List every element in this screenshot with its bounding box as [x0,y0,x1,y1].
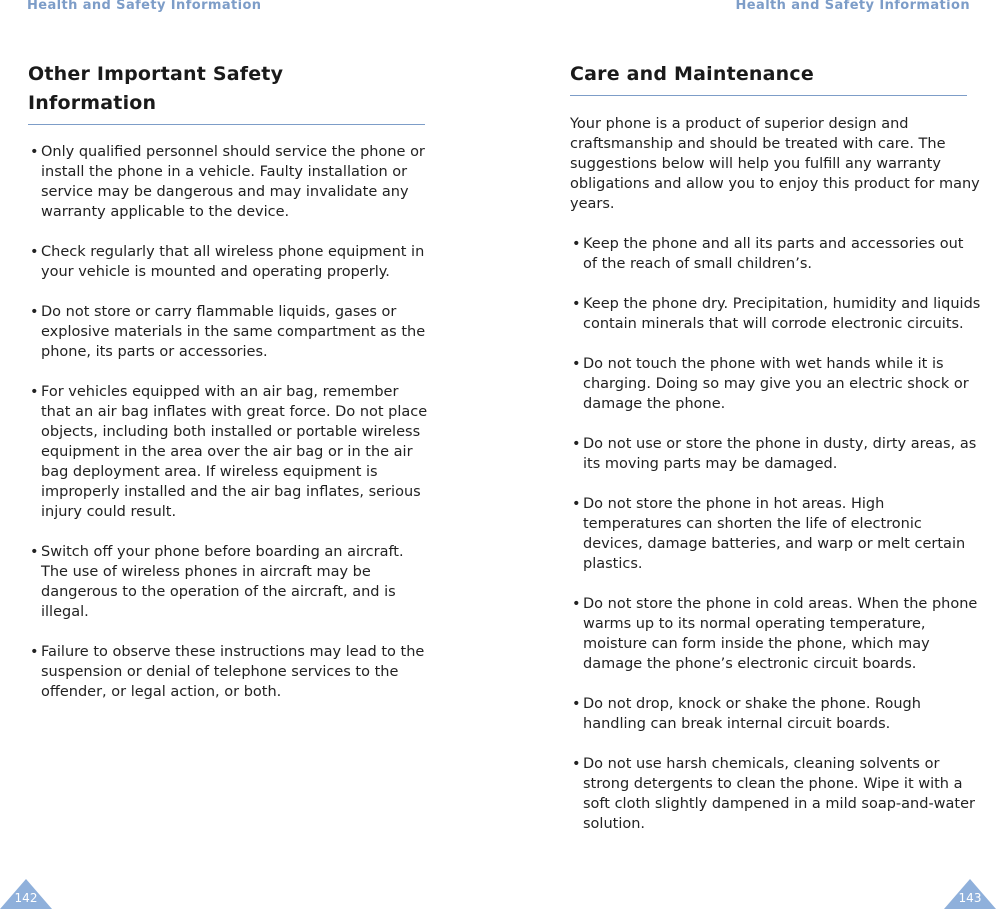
bullet-item [30,142,430,222]
bullet-item [30,382,430,522]
page-number-left: 142 [14,891,38,905]
bullet-marker: • [30,304,39,320]
bullet-marker: • [572,436,581,452]
bullet-item [30,242,430,282]
bullet-item [30,302,430,362]
title-rule [28,124,425,125]
right-page [498,0,996,909]
bullet-text: Check regularly that all wireless phone equipment in your vehicle is mounted and operating properly. [41,244,425,280]
bullet-text: Do not store the phone in cold areas. When the phone warms up to its normal operating temperature, moisture can form inside the phone, which may damage the phone’s electronic circuit boards. [583,596,978,672]
bullet-text: Do not drop, knock or shake the phone. Rough handling can break internal circuit boards. [583,696,921,732]
bullet-item [572,694,982,734]
bullet-text: Only qualified personnel should service the phone or install the phone in a vehicle. Faulty installation or service may be dangerous and may invalidate any warranty applicable to the device. [41,144,425,220]
bullet-item [572,234,982,274]
title-rule [570,95,967,96]
safety-bullet-list [30,142,430,722]
care-bullet-list [572,234,982,854]
bullet-item [572,754,982,834]
section-title-care: Care and Maintenance [570,63,814,85]
bullet-item [572,294,982,334]
bullet-text: Do not store or carry flammable liquids, gases or explosive materials in the same compartment as the phone, its parts or accessories. [41,304,426,360]
bullet-marker: • [572,496,581,512]
bullet-marker: • [30,384,39,400]
bullet-item [572,494,982,574]
bullet-marker: • [572,356,581,372]
bullet-text: For vehicles equipped with an air bag, remember that an air bag inflates with great force. Do not place objects, including both installed or portable wireless equipment in the area over the air bag or in the air bag deployment area. If wireless equipment is improperly installed and the air bag inflates, serious injury could result. [41,384,428,520]
bullet-marker: • [572,296,581,312]
running-head-right: Health and Safety Information [735,0,970,13]
bullet-text: Do not use or store the phone in dusty, dirty areas, as its moving parts may be damaged. [583,436,977,472]
bullet-text: Do not touch the phone with wet hands while it is charging. Doing so may give you an electric shock or damage the phone. [583,356,969,412]
running-head-left: Health and Safety Information [27,0,262,13]
page-number-tab-left [0,879,52,909]
bullet-marker: • [30,244,39,260]
bullet-marker: • [30,144,39,160]
section-title-safety: Other Important Safety Information [28,63,284,114]
bullet-item [572,434,982,474]
bullet-marker: • [572,756,581,772]
bullet-text: Do not use harsh chemicals, cleaning solvents or strong detergents to clean the phone. Wipe it with a soft cloth slightly dampened in a mild soap-and-water solution. [583,756,975,832]
bullet-text: Failure to observe these instructions may lead to the suspension or denial of telephone services to the offender, or legal action, or both. [41,644,425,700]
bullet-marker: • [30,544,39,560]
bullet-marker: • [572,696,581,712]
bullet-marker: • [572,596,581,612]
intro-paragraph: Your phone is a product of superior design and craftsmanship and should be treated with care. The suggestions below will help you fulfill any warranty obligations and allow you to enjoy this product for many years. [570,116,980,212]
bullet-item [572,594,982,674]
page-number-right: 143 [958,891,982,905]
bullet-text: Keep the phone dry. Precipitation, humidity and liquids contain minerals that will corrode electronic circuits. [583,296,981,332]
bullet-item [30,642,430,702]
bullet-marker: • [30,644,39,660]
page-number-tab-right [944,879,996,909]
bullet-item [572,354,982,414]
bullet-text: Switch off your phone before boarding an aircraft. The use of wireless phones in aircraft may be dangerous to the operation of the aircraft, and is illegal. [41,544,404,620]
bullet-text: Do not store the phone in hot areas. High temperatures can shorten the life of electronic devices, damage batteries, and warp or melt certain plastics. [583,496,966,572]
bullet-item [30,542,430,622]
bullet-text: Keep the phone and all its parts and accessories out of the reach of small children’s. [583,236,964,272]
bullet-marker: • [572,236,581,252]
